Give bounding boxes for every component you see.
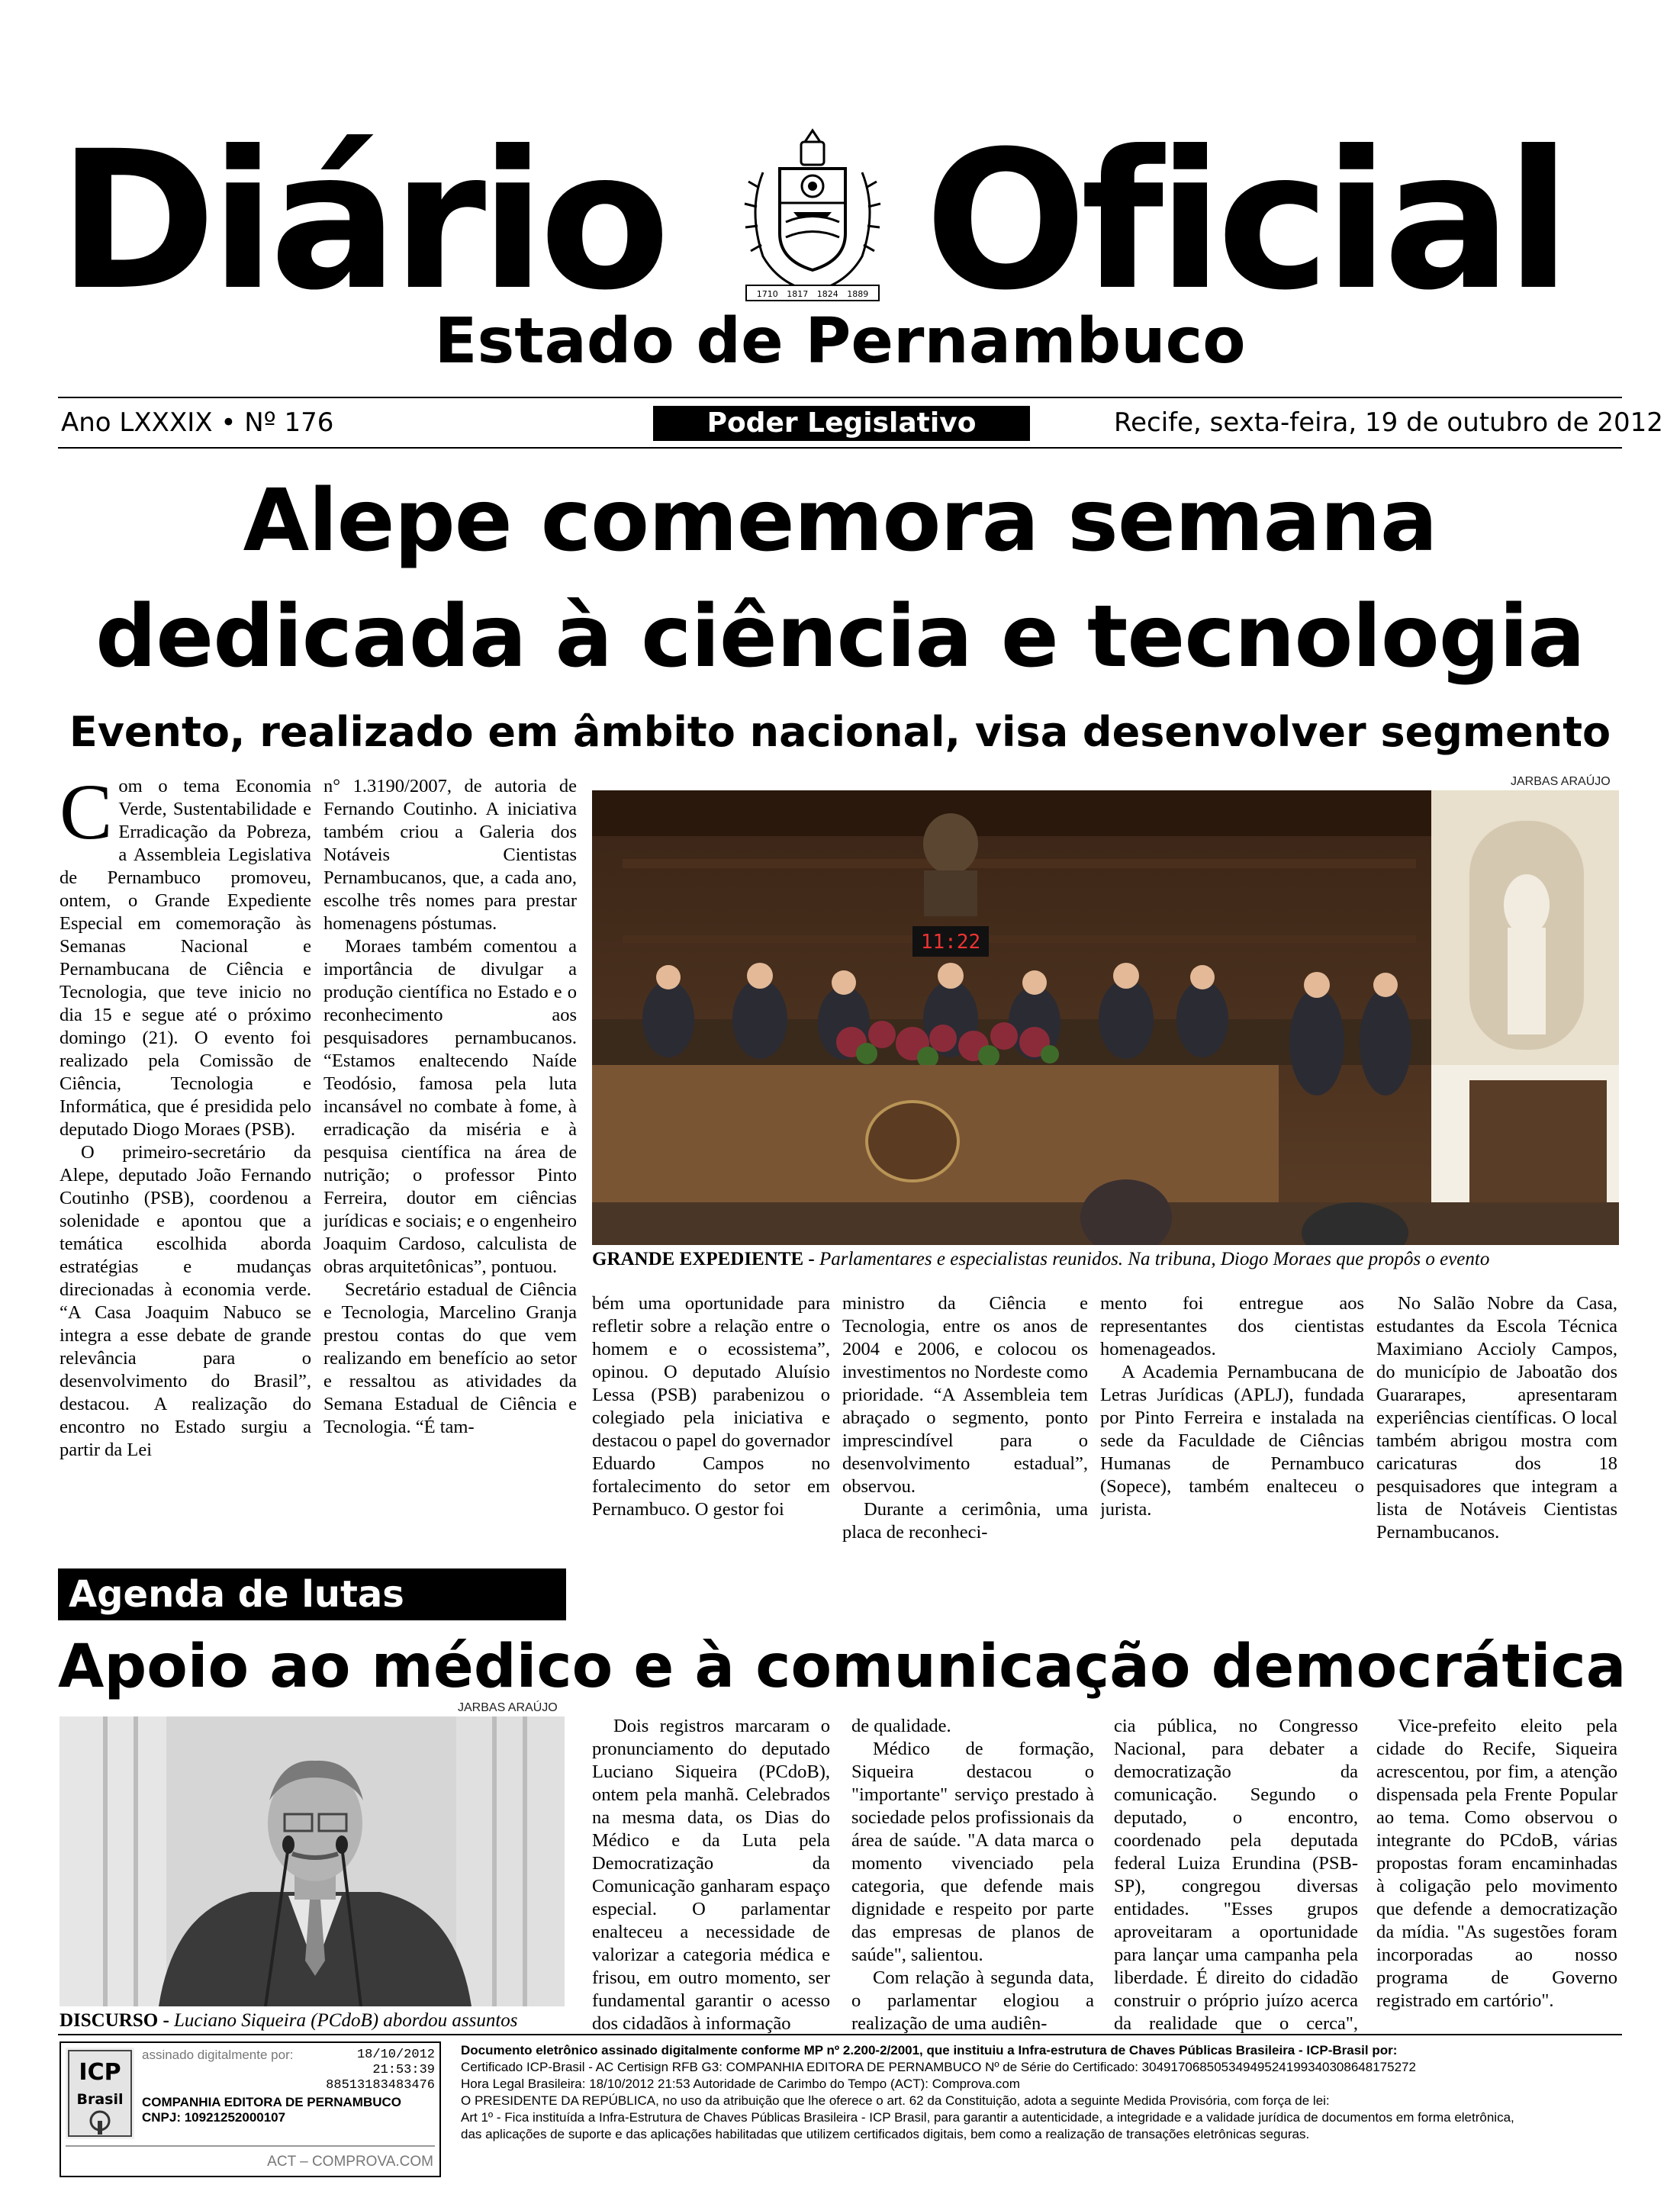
caption-label: GRANDE EXPEDIENTE - [592, 1249, 815, 1269]
seal-year: 1824 [816, 289, 838, 299]
second-photo [60, 1716, 565, 2006]
seal-year: 1710 [756, 289, 778, 299]
paragraph: Moraes também comentou a importância de divulgar a produção científica no Estado e o reconhecimento aos pesquisadores pernambucanos. “Estamos enaltecendo Naíde Teodósio, famosa pela luta incansável no combate à fome, à erradicação da miséria e à pesquisa científica na área de nutrição; o professor Pinto Ferreira, doutor em ciências jurídicas e sociais; e o engenheiro Joaquim Cardoso, calculista de obras arquitetônicas”, pontuou. [323, 936, 577, 1277]
signature-serial: 88513183483476 [326, 2078, 435, 2093]
main-article-col6 [1376, 1292, 1617, 1552]
main-article-col1 [60, 775, 311, 1549]
footer-line: Documento eletrônico assinado digitalmente conforme MP nº 2.200-2/2001, que instituiu a Infra-estrutura de Chaves Públicas Brasileira - ICP-Brasil por: [461, 2043, 1398, 2057]
icp-logo-bottom: Brasil [76, 2091, 124, 2108]
masthead-subtitle: Estado de Pernambuco [434, 305, 1246, 378]
paragraph: cia pública, no Congresso Nacional, para debater a democratização da comunicação. Segundo o deputado, o encontro, coordenado pela deputada federal Luiza Erundina (PSB-SP), congregou diversas entidades. "Esses grupos aproveitaram a oportunidade para lançar uma campanha pela liberdade. É direito do cidadão construir o próprio juízo acerca da realidade que o cerca", [1114, 1716, 1358, 2034]
icp-brasil-logo [66, 2048, 134, 2139]
masthead-rule-bottom [58, 447, 1622, 449]
second-article-col2 [851, 1715, 1094, 2034]
masthead-title-right: Oficial [925, 110, 1566, 332]
masthead-rule-top [58, 397, 1622, 398]
main-deck: Evento, realizado em âmbito nacional, visa desenvolver segmento [69, 708, 1611, 756]
paragraph: Médico de formação, Siqueira destacou o "importante" serviço prestado à sociedade pelos profissionais da área de saúde. "A data marca o momento vivenciado pela categoria, que defende mais dignidade e respeito por parte das empresas de planos de saúde", salientou. [851, 1739, 1094, 1965]
paragraph: Durante a cerimônia, uma placa de reconheci- [842, 1499, 1088, 1543]
second-article-col3 [1114, 1715, 1358, 2034]
caption-text: Parlamentares e especialistas reunidos. Na tribuna, Diogo Moraes que propôs o evento [814, 1249, 1490, 1269]
paragraph: n° 1.3190/2007, de autoria de Fernando Coutinho. A iniciativa também criou a Galeria dos Notáveis Cientistas Pernambucanos, que, a cada ano, escolhe três nomes para prestar homenagens póstumas. [323, 776, 577, 934]
signed-label: assinado digitalmente por: [142, 2048, 294, 2062]
digital-signature-stamp [60, 2041, 441, 2177]
paragraph: No Salão Nobre da Casa, estudantes da Escola Técnica Maximiano Accioly Campos, do município de Jaboatão dos Guararapes, apresentaram experiências científicas. O local também abrigou mostra com caricaturas dos 18 pesquisadores que integram a lista de Notáveis Cientistas Pernambucanos. [1376, 1293, 1617, 1543]
footer-line: das aplicações de suporte e das aplicações habilitadas que utilizem certificados digitais, bem como a realização de transações eletrônicas seguras. [461, 2127, 1310, 2141]
footer-line: Certificado ICP-Brasil - AC Certisign RFB G3: COMPANHIA EDITORA DE PERNAMBUCO Nº de Série do Certificado: 30491706850534949524199340308648175272 [461, 2060, 1416, 2074]
footer-line: Hora Legal Brasileira: 18/10/2012 21:53 Autoridade de Carimbo do Tempo (ACT): Comprova.com [461, 2077, 1020, 2091]
edition-number: Ano LXXXIX • Nº 176 [61, 407, 334, 438]
masthead-title-left: Diário [58, 110, 665, 332]
icp-logo-top: ICP [79, 2059, 121, 2086]
footer-rule [58, 2034, 1622, 2035]
paragraph: O primeiro-secretário da Alepe, deputado João Fernando Coutinho (PSB), coordenou a solenidade e apontou que a temática escolhida aborda estratégias e mudanças direcionadas à economia verde. “A Casa Joaquim Nabuco se integra a esse debate de grande relevância para o desenvolvimento do Brasil”, destacou. A realização do encontro no Estado surgiu a partir da Lei [60, 1142, 311, 1460]
drop-cap: C [60, 775, 113, 856]
signature-time: 21:53:39 [372, 2063, 435, 2077]
paragraph: ministro da Ciência e Tecnologia, entre os anos de 2004 e 2006, e colocou os investimentos no Nordeste como prioridade. “A Assembleia tem abraçado o segmento, ponto imprescindível para o desenvolvimento estadual”, observou. [842, 1293, 1088, 1497]
seal-year: 1817 [787, 289, 809, 299]
paragraph: Dois registros marcaram o pronunciamento do deputado Luciano Siqueira (PCdoB), ontem pela manhã. Celebrados na mesma data, os Dias do Médico e da Luta pela Democratização da Comunicação ganharam espaço especial. O parlamentar enalteceu a necessidade de valorizar a categoria médica e frisou, em outro momento, ser fundamental garantir o acesso dos cidadãos à informação [592, 1716, 830, 2034]
main-photo-caption [592, 1248, 1489, 1271]
footer-line: O PRESIDENTE DA REPÚBLICA, no uso da atribuição que lhe oferece o art. 62 da Constituição, adota a seguinte Medida Provisória, com força de lei: [461, 2093, 1330, 2108]
main-article-col4 [842, 1292, 1088, 1552]
main-article-col3 [592, 1292, 830, 1552]
footer-line: Art 1º - Fica instituída a Infra-Estrutura de Chaves Públicas Brasileira - ICP Brasil, para garantir a autenticidade, a integridade e a validade jurídica de documentos em forma eletrônica, [461, 2110, 1514, 2125]
main-photo-credit: JARBAS ARAÚJO [1511, 775, 1611, 788]
second-photo-credit: JARBAS ARAÚJO [458, 1701, 558, 1714]
paragraph: bém uma oportunidade para refletir sobre a relação entre o homem e o ecossistema”, opinou. O deputado Aluísio Lessa (PSB) parabenizou o colegiado pela iniciativa e destacou o papel do governador Eduardo Campos no fortalecimento do setor em Pernambuco. O gestor foi [592, 1293, 830, 1520]
second-headline: Apoio ao médico e à comunicação democrática [58, 1633, 1627, 1701]
paragraph: de qualidade. [851, 1716, 951, 1736]
second-photo-caption [60, 2009, 518, 2032]
section-kicker: Agenda de lutas [58, 1568, 566, 1620]
main-headline-line2: dedicada à ciência e tecnologia [95, 587, 1585, 687]
seal-year: 1889 [847, 289, 869, 299]
act-label: ACT – COMPROVA.COM [267, 2154, 433, 2170]
signer-cnpj: CNPJ: 10921252000107 [142, 2110, 286, 2125]
main-headline-line1: Alepe comemora semana [243, 471, 1437, 571]
clock-display: 11:22 [920, 931, 981, 954]
signature-date: 18/10/2012 [356, 2048, 435, 2062]
dateline: Recife, sexta-feira, 19 de outubro de 2012 [1114, 407, 1663, 438]
section-label: Poder Legislativo [653, 406, 1030, 441]
stamp-divider [66, 2145, 435, 2147]
paragraph: om o tema Economia Verde, Sustentabilidade e Erradicação da Pobreza, a Assembleia Legislativa de Pernambuco promoveu, ontem, o Grande Expediente Especial em comemoração às Semanas Nacional e Pernambucana de Ciência e Tecnologia, que teve inicio no dia 15 e segue até o próximo domingo (21). O evento foi realizado pela Comissão de Ciência, Tecnologia e Informática, que é presidida pelo deputado Diogo Moraes (PSB). [60, 776, 311, 1140]
paragraph: Com relação à segunda data, o parlamentar elogiou a realização de uma audiên- [851, 1967, 1094, 2034]
caption-label: DISCURSO - [60, 2010, 169, 2031]
paragraph: A Academia Pernambucana de Letras Jurídicas (APLJ), fundada por Pinto Ferreira e instalada na sede da Faculdade de Ciências Humanas de Pernambuco (Sopece), também enalteceu o jurista. [1100, 1362, 1364, 1520]
coat-of-arms-icon [732, 127, 893, 310]
signer-company: COMPANHIA EDITORA DE PERNAMBUCO [142, 2095, 402, 2109]
paragraph: mento foi entregue aos representantes dos cientistas homenageados. [1100, 1293, 1364, 1359]
second-article-col1 [592, 1715, 830, 2034]
main-article-col5 [1100, 1292, 1364, 1552]
main-article-col2 [323, 775, 577, 1549]
main-photo [592, 790, 1619, 1245]
paragraph: Vice-prefeito eleito pela cidade do Recife, Siqueira acrescentou, por fim, a atenção dispensada pela Frente Popular ao tema. Como observou o integrante do PCdoB, várias propostas foram encaminhadas à coligação pelo movimento que defende a democratização da mídia. "As sugestões foram incorporadas ao nosso programa de Governo registrado em cartório". [1376, 1716, 1617, 2011]
second-article-col4 [1376, 1715, 1617, 2034]
caption-text: Luciano Siqueira (PCdoB) abordou assuntos [169, 2010, 518, 2031]
paragraph: Secretário estadual de Ciência e Tecnologia, Marcelino Granja prestou contas do que vem realizando em benefício ao setor e ressaltou as atividades da Semana Estadual de Ciência e Tecnologia. “É tam- [323, 1279, 577, 1437]
